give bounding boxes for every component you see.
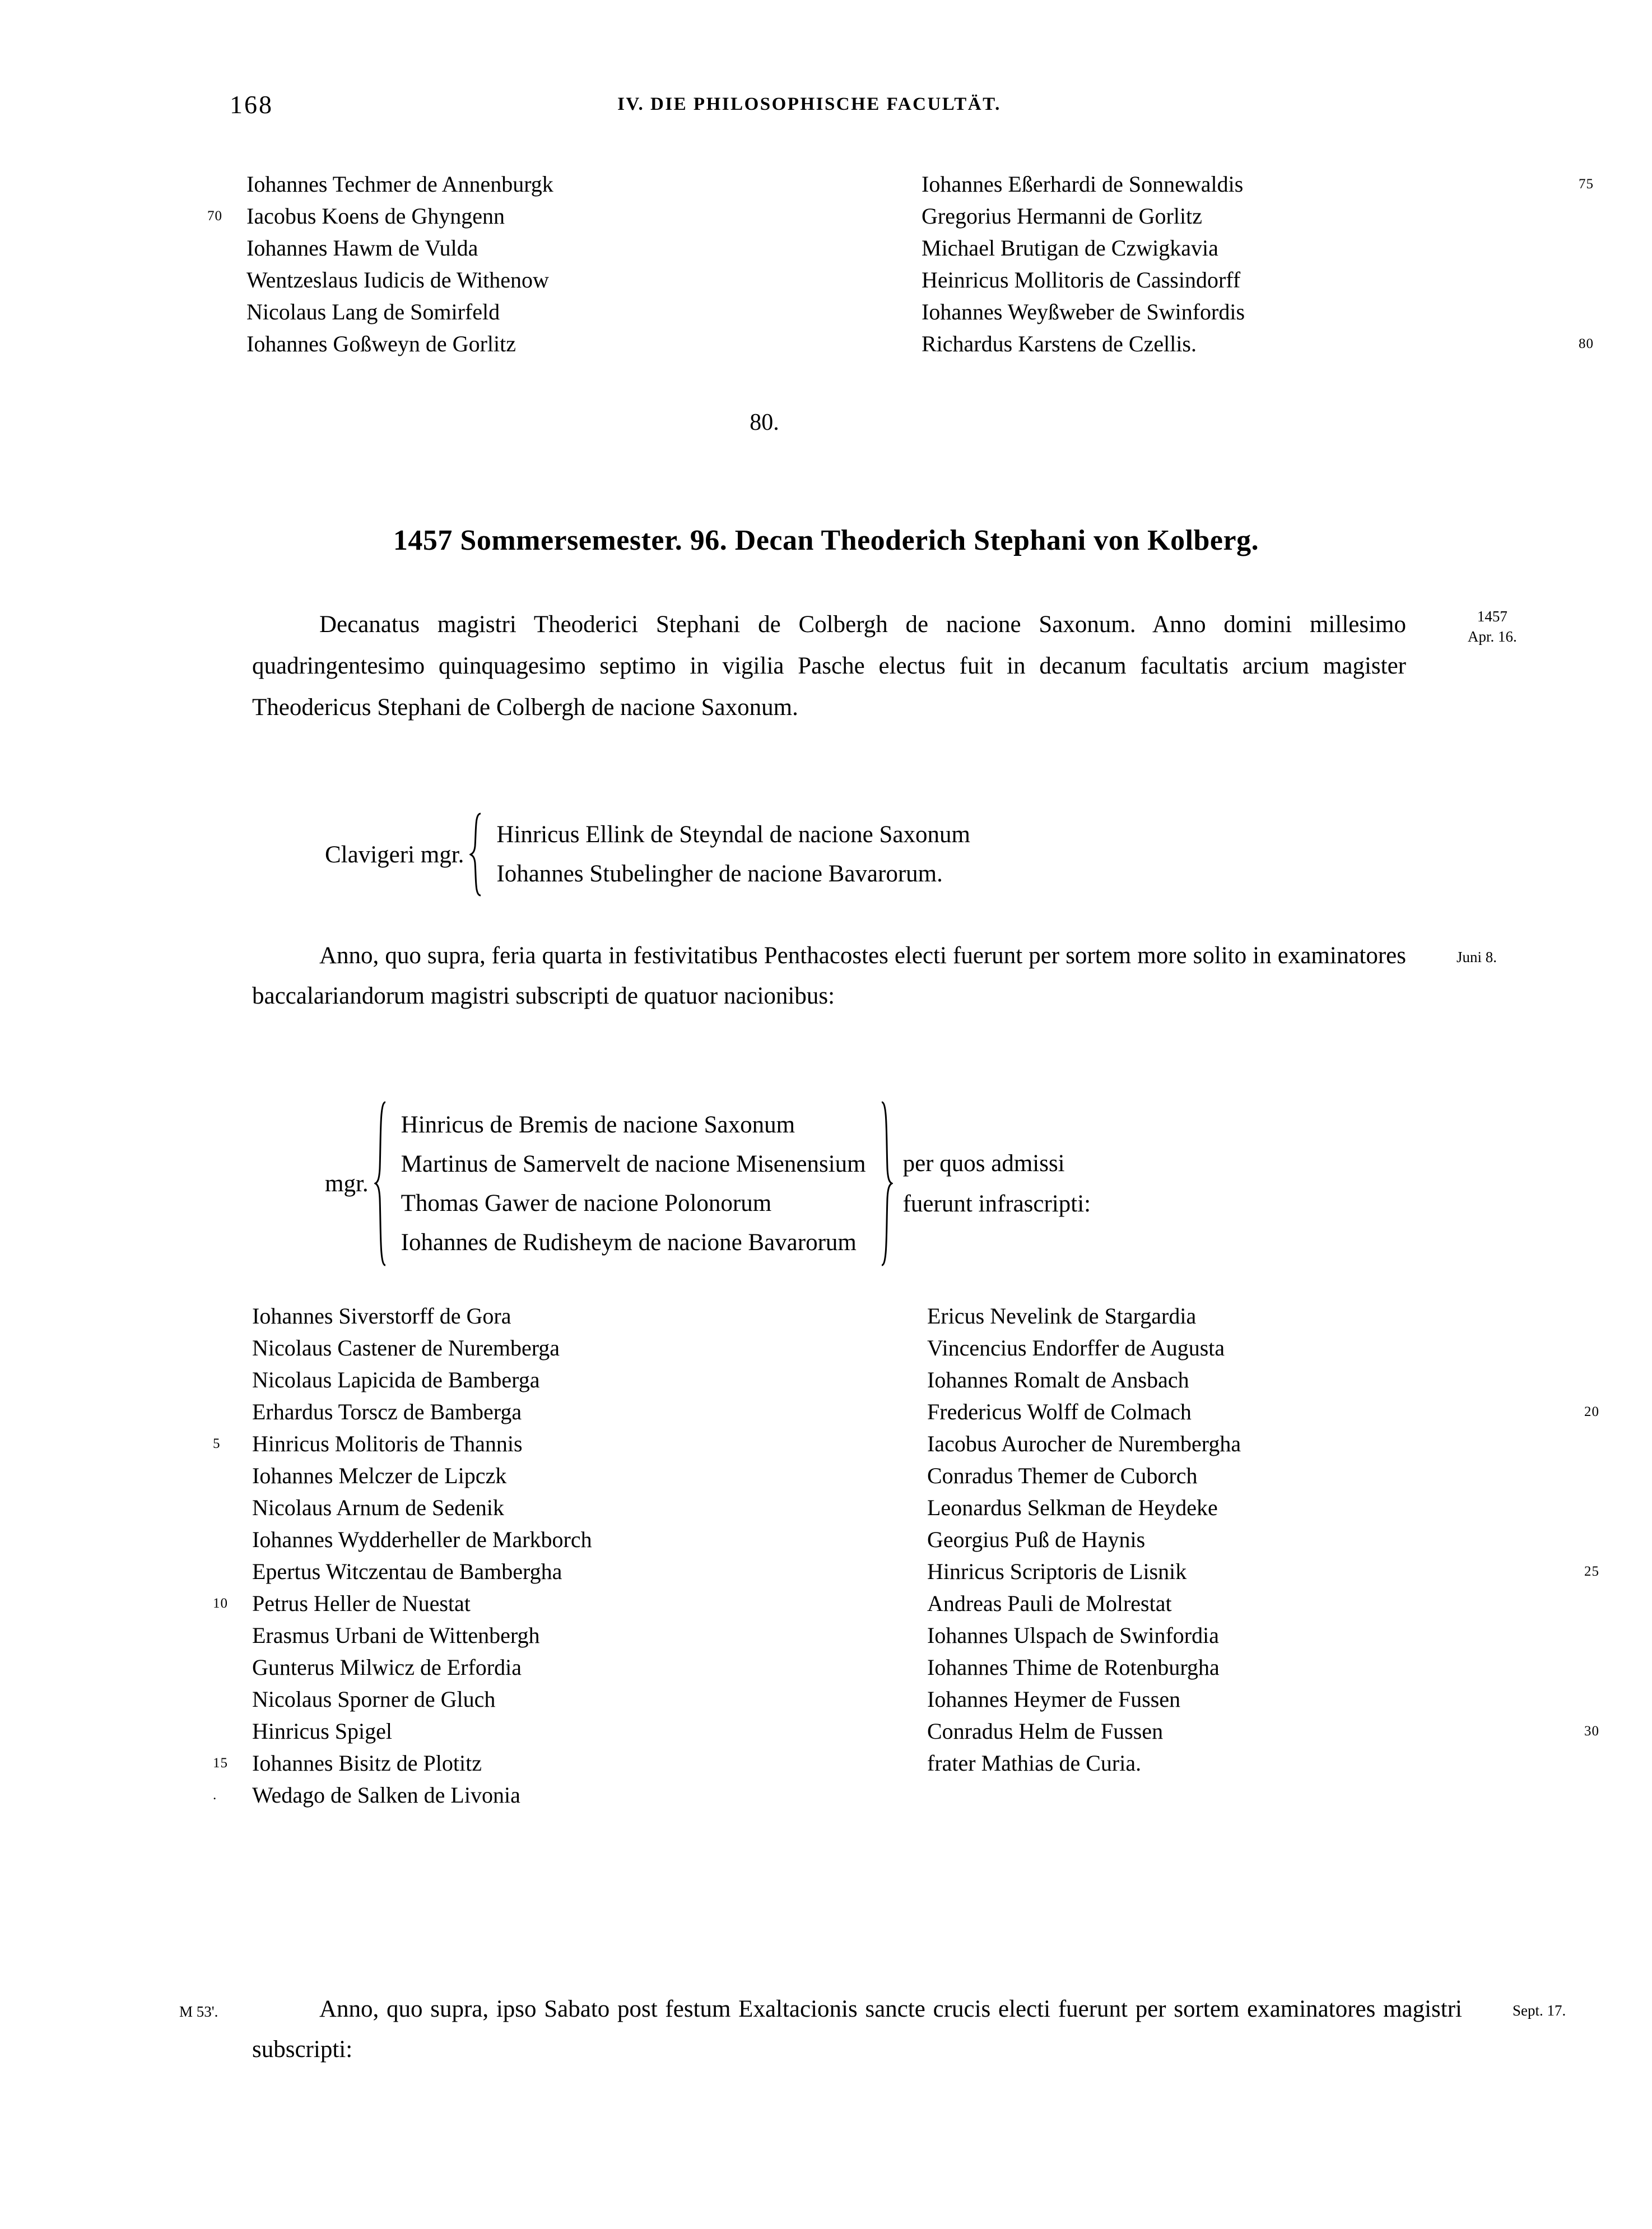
entry-name: Ericus Nevelink de Stargardia	[927, 1303, 1197, 1329]
entry-name: Erasmus Urbani de Wittenbergh	[252, 1623, 540, 1648]
list-item	[871, 1715, 1599, 1747]
entry-name: Iohannes Ulspach de Swinfordia	[927, 1623, 1219, 1648]
entry-name: Iohannes Weyßweber de Swinfordis	[922, 299, 1245, 324]
entry-name: Hinricus Scriptoris de Lisnik	[927, 1559, 1187, 1584]
list-item	[871, 1492, 1515, 1524]
list-item	[185, 200, 829, 232]
top-list-total: 80.	[750, 410, 779, 435]
list-item	[190, 1747, 835, 1779]
list-item	[865, 168, 1594, 200]
entry-name: Nicolaus Sporner de Gluch	[252, 1687, 496, 1712]
entry-name: Iohannes Siverstorff de Gora	[252, 1303, 511, 1329]
entry-name: Gunterus Milwicz de Erfordia	[252, 1655, 522, 1680]
list-item	[871, 1619, 1515, 1651]
examiners-label: mgr.	[325, 1171, 369, 1197]
exaltacionis-paragraph: Anno, quo supra, ipso Sabato post festum Exaltacionis sancte crucis electi fuerunt per sortem examinatores magistri subscripti:	[252, 1996, 1462, 2063]
list-item	[185, 232, 829, 264]
list-item	[190, 1492, 835, 1524]
list-item	[185, 168, 829, 200]
top-list-left-column	[185, 168, 829, 360]
section-heading: 1457 Sommersemester. 96. Decan Theoderich Stephani von Kolberg.	[393, 524, 1259, 556]
clavigeri-item: Iohannes Stubelingher de nacione Bavarorum.	[496, 861, 943, 887]
entry-name: Andreas Pauli de Molrestat	[927, 1591, 1172, 1616]
list-item	[871, 1396, 1599, 1428]
list-item	[871, 1683, 1515, 1715]
entry-name: Nicolaus Lang de Somirfeld	[246, 299, 500, 324]
list-item	[865, 200, 1510, 232]
list-item	[865, 328, 1594, 360]
admitted-left-column	[190, 1300, 835, 1811]
list-item	[190, 1524, 835, 1555]
list-item	[865, 232, 1510, 264]
entry-name: Wentzeslaus Iudicis de Withenow	[246, 267, 549, 292]
left-brace-icon	[469, 812, 484, 897]
examiner-item: Iohannes de Rudisheym de nacione Bavarorum	[401, 1229, 857, 1256]
date-note-day: Apr. 16.	[1468, 628, 1517, 645]
list-item	[871, 1524, 1515, 1555]
list-item	[871, 1428, 1515, 1460]
entry-name: Leonardus Selkman de Heydeke	[927, 1495, 1218, 1520]
line-number: 5	[213, 1436, 221, 1451]
entry-name: Iohannes Wydderheller de Markborch	[252, 1527, 592, 1552]
entry-name: Vincencius Endorffer de Augusta	[927, 1335, 1225, 1360]
entry-name: Nicolaus Arnum de Sedenik	[252, 1495, 504, 1520]
list-item	[871, 1460, 1515, 1492]
left-brace-icon	[374, 1101, 389, 1266]
decanatus-paragraph: Decanatus magistri Theoderici Stephani de Colbergh de nacione Saxonum. Anno domini millesimo quadringentesimo quinquagesimo septimo in vigilia Pasche electus fuit in decanum facultatis arcium magister Theodericus Stephani de Colbergh de nacione Saxonum.	[252, 611, 1406, 721]
list-item	[871, 1747, 1515, 1779]
entry-name: Iohannes Heymer de Fussen	[927, 1687, 1181, 1712]
admitted-right-column	[871, 1300, 1599, 1779]
entry-name: Heinricus Mollitoris de Cassindorff	[922, 267, 1241, 292]
list-item	[190, 1587, 835, 1619]
clavigeri-group	[325, 812, 983, 897]
line-number: 80	[1579, 336, 1594, 351]
list-item	[865, 296, 1510, 328]
entry-name: Iohannes Bisitz de Plotitz	[252, 1750, 482, 1776]
line-number: 30	[1584, 1724, 1599, 1739]
list-item	[871, 1587, 1515, 1619]
exaltacionis-date-note: Sept. 17.	[1513, 2002, 1566, 2019]
date-note-year: 1457	[1477, 608, 1507, 625]
list-item	[190, 1683, 835, 1715]
entry-name: Iacobus Koens de Ghyngenn	[246, 203, 505, 229]
trailing-line: per quos admissi	[902, 1150, 1065, 1177]
list-item	[185, 328, 829, 360]
running-head	[185, 90, 1467, 123]
list-item	[190, 1715, 835, 1747]
entry-name: Georgius Puß de Haynis	[927, 1527, 1146, 1552]
entry-name: Iohannes Techmer de Annenburgk	[246, 171, 553, 197]
list-item	[871, 1651, 1515, 1683]
list-item	[871, 1364, 1515, 1396]
list-item	[871, 1300, 1515, 1332]
list-item	[190, 1651, 835, 1683]
list-item	[190, 1332, 835, 1364]
line-number: .	[213, 1787, 217, 1803]
examiner-item: Thomas Gawer de nacione Polonorum	[401, 1190, 772, 1216]
entry-name: Richardus Karstens de Czellis.	[922, 331, 1197, 356]
top-list-right-column	[865, 168, 1594, 360]
clavigeri-label: Clavigeri mgr.	[325, 841, 464, 868]
entry-name: Iohannes Melczer de Lipczk	[252, 1463, 507, 1488]
examiners-items	[389, 1106, 878, 1262]
line-number: 25	[1584, 1564, 1599, 1579]
list-item	[190, 1619, 835, 1651]
list-item	[190, 1300, 835, 1332]
clavigeri-item: Hinricus Ellink de Steyndal de nacione Saxonum	[496, 821, 970, 848]
examiner-item: Martinus de Samervelt de nacione Misenensium	[401, 1150, 866, 1177]
entry-name: Gregorius Hermanni de Gorlitz	[922, 203, 1202, 229]
entry-name: Iohannes Romalt de Ansbach	[927, 1367, 1189, 1392]
entry-name: Michael Brutigan de Czwigkavia	[922, 235, 1218, 261]
list-item	[185, 264, 829, 296]
entry-name: Iohannes Thime de Rotenburgha	[927, 1655, 1220, 1680]
entry-name: Epertus Witczentau de Bambergha	[252, 1559, 562, 1584]
line-number: 20	[1584, 1404, 1599, 1419]
list-item	[865, 264, 1510, 296]
list-item	[871, 1332, 1515, 1364]
entry-name: frater Mathias de Curia.	[927, 1750, 1142, 1776]
entry-name: Wedago de Salken de Livonia	[252, 1782, 520, 1808]
penthacostes-paragraph: Anno, quo supra, feria quarta in festivitatibus Penthacostes electi fuerunt per sortem more solito in examinatores baccalariandorum magistri subscripti de quatuor nacionibus:	[252, 942, 1406, 1009]
page-title: IV. DIE PHILOSOPHISCHE FACULTÄT.	[617, 94, 1001, 114]
entry-name: Iacobus Aurocher de Nurembergha	[927, 1431, 1241, 1456]
entry-name: Iohannes Goßweyn de Gorlitz	[246, 331, 516, 356]
penthacostes-date-note: Juni 8.	[1456, 949, 1497, 965]
entry-name: Petrus Heller de Nuestat	[252, 1591, 471, 1616]
line-number: 10	[213, 1596, 228, 1611]
line-number: 15	[213, 1756, 228, 1771]
clavigeri-items	[484, 815, 983, 894]
right-brace-icon	[878, 1101, 893, 1266]
list-item	[190, 1779, 835, 1811]
entry-name: Erhardus Torscz de Bamberga	[252, 1399, 522, 1424]
entry-name: Conradus Helm de Fussen	[927, 1719, 1164, 1744]
list-item	[190, 1396, 835, 1428]
trailing-line: fuerunt infrascripti:	[902, 1190, 1091, 1217]
entry-name: Nicolaus Castener de Nuremberga	[252, 1335, 560, 1360]
decanatus-date-note	[1468, 606, 1517, 647]
entry-name: Hinricus Spigel	[252, 1719, 392, 1744]
folio-number: 168	[230, 90, 273, 119]
list-item	[190, 1364, 835, 1396]
list-item	[190, 1460, 835, 1492]
manuscript-folio-note: M 53'.	[179, 2003, 218, 2020]
line-number: 70	[207, 208, 222, 224]
examiners-group	[325, 1101, 1091, 1266]
examiner-item: Hinricus de Bremis de nacione Saxonum	[401, 1111, 795, 1138]
list-item	[190, 1555, 835, 1587]
entry-name: Hinricus Molitoris de Thannis	[252, 1431, 523, 1456]
list-item	[190, 1428, 835, 1460]
entry-name: Fredericus Wolff de Colmach	[927, 1399, 1192, 1424]
entry-name: Iohannes Eßerhardi de Sonnewaldis	[922, 171, 1244, 197]
entry-name: Iohannes Hawm de Vulda	[246, 235, 478, 261]
list-item	[871, 1555, 1599, 1587]
entry-name: Conradus Themer de Cuborch	[927, 1463, 1198, 1488]
examiners-trailing-text	[893, 1144, 1091, 1224]
entry-name: Nicolaus Lapicida de Bamberga	[252, 1367, 540, 1392]
list-item	[185, 296, 829, 328]
line-number: 75	[1579, 177, 1594, 192]
